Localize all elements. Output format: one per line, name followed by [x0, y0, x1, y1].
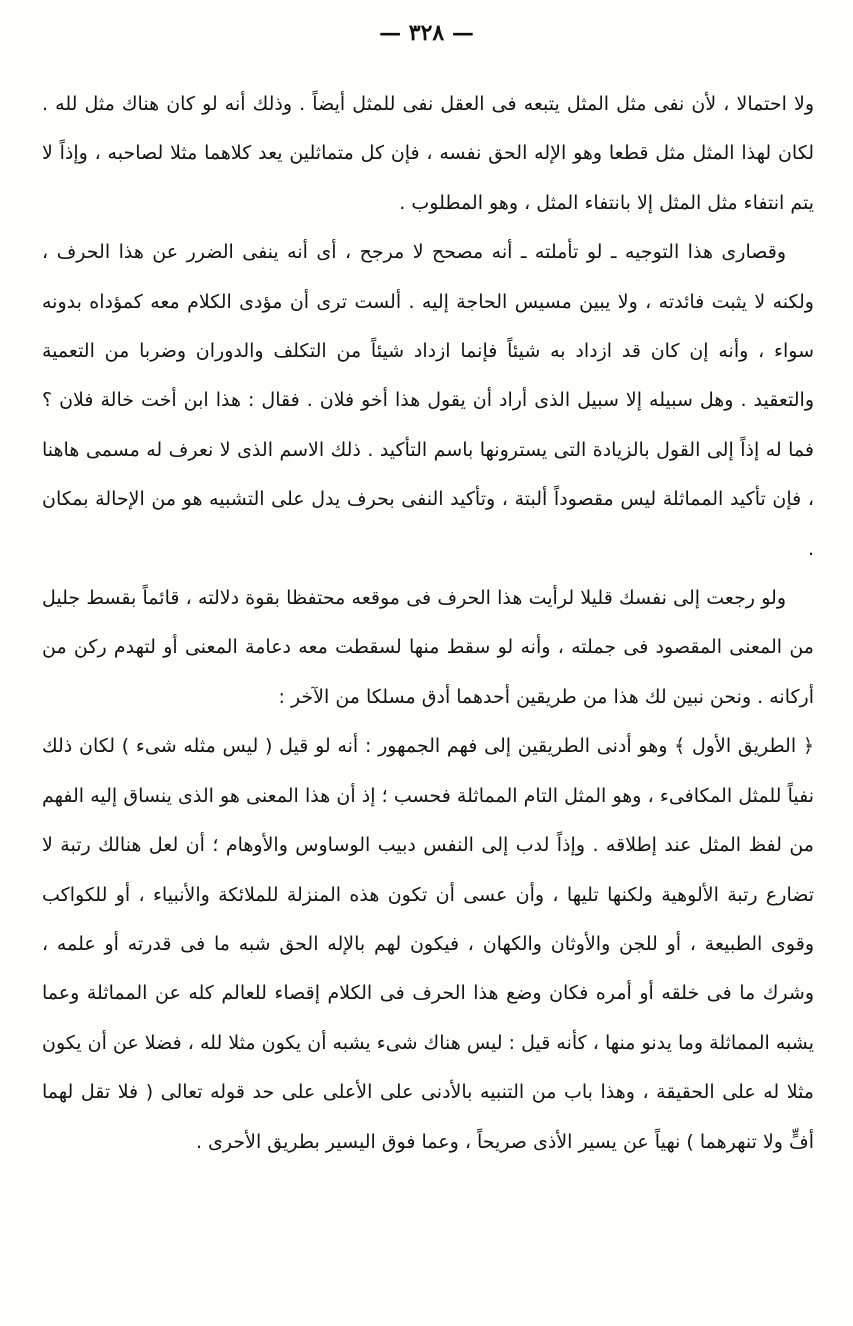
paragraph-4: ﴿ الطريق الأول ﴾ وهو أدنى الطريقين إلى فهم الجمهور : أنه لو قيل ( ليس مثله شىء ) لكان ذلك نفياً للمثل المكافىء ، وهو المثل التام المماثلة فحسب ؛ إذ أن هذا المعنى هو الذى ينساق إليه الفهم من لفظ المثل عند إطلاقه . وإذاً لدب إلى النفس دبيب الوساوس والأوهام ؛ أن لعل هنالك رتبة لا تضارع رتبة الألوهية ولكنها تليها ، وأن عسى أن تكون هذه المنزلة للملائكة والأنبياء ، أو للكواكب وقوى الطبيعة ، أو للجن والأوثان والكهان ، فيكون لهم بالإله الحق شبه ما فى قدرته أو علمه ، وشرك ما فى خلقه أو أمره فكان وضع هذا الحرف فى الكلام إقصاء للعالم كله عن المماثلة وعما يشبه المماثلة وما يدنو منها ، كأنه قيل : ليس هناك شىء يشبه أن يكون مثلا لله ، فضلا عن أن يكون مثلا له على الحقيقة ، وهذا باب من التنبيه بالأدنى على الأعلى على حد قوله تعالى ( فلا تقل لهما أفٍّ ولا تنهرهما ) نهياً عن يسير الأذى صريحاً ، وعما فوق اليسير بطريق الأحرى . — [42, 735, 814, 1153]
page-number: — ٣٢٨ — — [379, 20, 474, 46]
paragraph-1: ولا احتمالا ، لأن نفى مثل المثل يتبعه فى العقل نفى للمثل أيضاً . وذلك أنه لو كان هناك مثل لله . لكان لهذا المثل مثل قطعا وهو الإله الحق نفسه ، فإن كل متماثلين يعد كلاهما مثلا لصاحبه ، وإذاً لا يتم انتفاء مثل المثل إلا بانتفاء المثل ، وهو المطلوب . — [42, 93, 814, 214]
body-text — [42, 80, 814, 1167]
paragraph-3: ولو رجعت إلى نفسك قليلا لرأيت هذا الحرف فى موقعه محتفظا بقوة دلالته ، قائماً بقسط جليل من المعنى المقصود فى جملته ، وأنه لو سقط منها لسقطت معه دعامة المعنى أو لتهدم ركن من أركانه . ونحن نبين لك هذا من طريقين أحدهما أدق مسلكا من الآخر : — [42, 587, 814, 708]
paragraph-2: وقصارى هذا التوجيه ـ لو تأملته ـ أنه مصحح لا مرجح ، أى أنه ينفى الضرر عن هذا الحرف ، ولكنه لا يثبت فائدته ، ولا يبين مسيس الحاجة إليه . ألست ترى أن مؤدى الكلام معه كمؤداه بدونه سواء ، وأنه إن كان قد ازداد به شيئاً فإنما ازداد شيئاً من التكلف والدوران وضربا من التعمية والتعقيد . وهل سبيله إلا سبيل الذى أراد أن يقول هذا أخو فلان . فقال : هذا ابن أخت خالة فلان ؟ فما له إذاً إلى القول بالزيادة التى يسترونها باسم التأكيد . ذلك الاسم الذى لا نعرف له مسمى هاهنا ، فإن تأكيد المماثلة ليس مقصوداً ألبتة ، وتأكيد النفى بحرف يدل على التشبيه هو من الإحالة بمكان . — [42, 241, 814, 560]
